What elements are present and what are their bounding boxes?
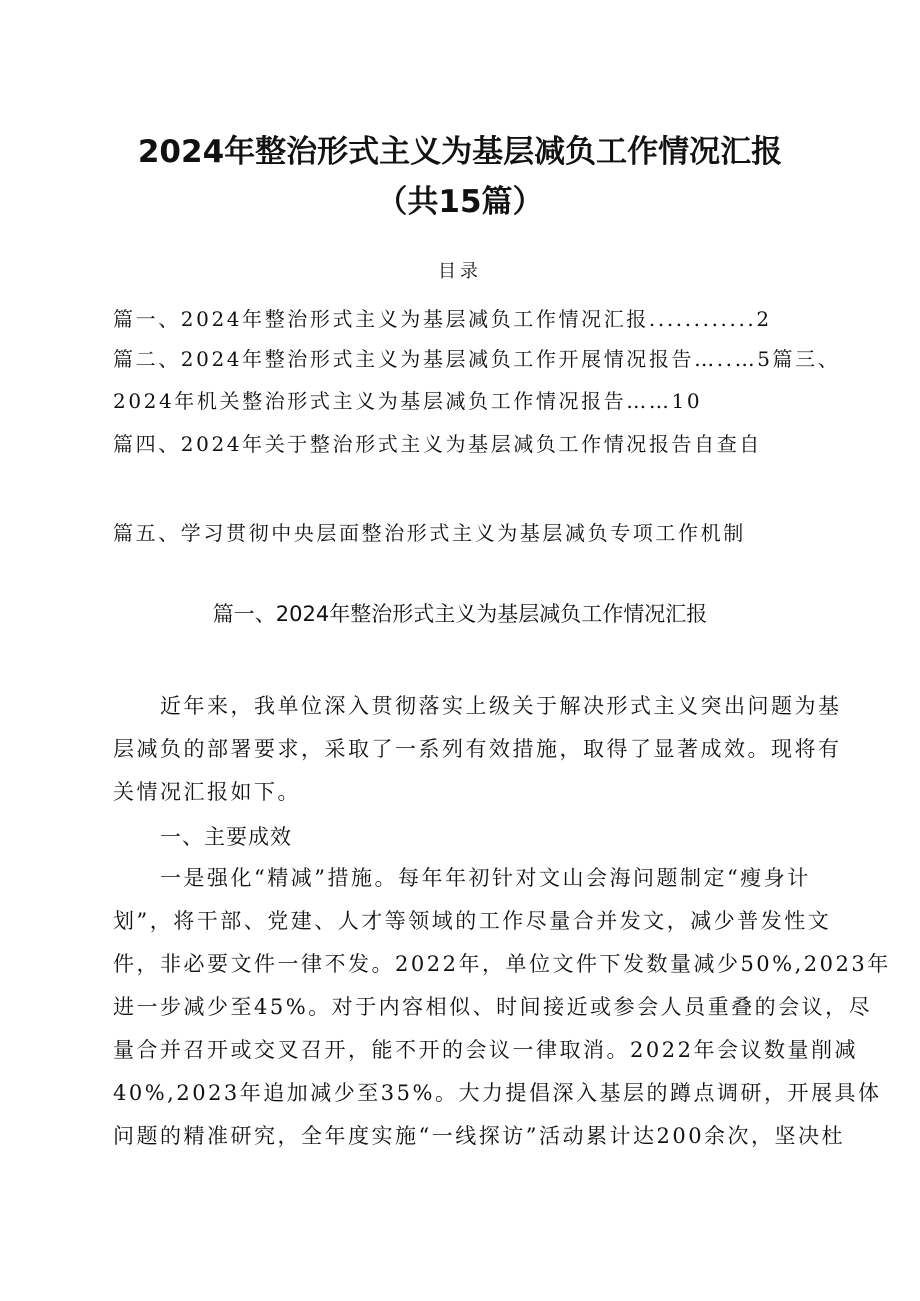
document-title: 2024年整治形式主义为基层减负工作情况汇报	[137, 134, 783, 170]
toc-entry[interactable]: 篇五、学习贯彻中央层面整治形式主义为基层减负专项工作机制	[113, 521, 746, 545]
document-subtitle: （共15篇）	[376, 184, 544, 220]
body-paragraph-line: 划”，将干部、党建、人才等领域的工作尽量合并发文，减少普发性文	[113, 909, 832, 933]
body-paragraph-line: 问题的精准研究，全年度实施“一线探访”活动累计达200余次，坚决杜	[113, 1124, 846, 1148]
toc-entry[interactable]: 篇四、2024年关于整治形式主义为基层减负工作情况报告自查自	[113, 432, 762, 456]
body-paragraph-line: 一是强化“精减”措施。每年年初针对文山会海问题制定“瘦身计	[160, 866, 811, 890]
toc-heading: 目录	[438, 261, 482, 282]
body-paragraph-line: 量合并召开或交叉召开，能不开的会议一律取消。2022年会议数量削减	[113, 1038, 858, 1062]
body-paragraph-line: 40%,2023年追加减少至35%。大力提倡深入基层的蹲点调研，开展具体	[113, 1081, 882, 1105]
body-paragraph-line: 件，非必要文件一律不发。2022年，单位文件下发数量减少50%,2023年	[113, 952, 891, 976]
section-heading: 一、主要成效	[160, 825, 292, 849]
intro-paragraph-line: 近年来，我单位深入贯彻落实上级关于解决形式主义突出问题为基	[160, 694, 842, 718]
toc-entry[interactable]: 篇二、2024年整治形式主义为基层减负工作开展情况报告…..…5篇三、	[113, 347, 841, 371]
section-title: 篇一、2024年整治形式主义为基层减负工作情况汇报	[212, 602, 708, 626]
toc-entry[interactable]: 篇一、2024年整治形式主义为基层减负工作情况汇报............2	[113, 307, 772, 331]
toc-entry[interactable]: 2024年机关整治形式主义为基层减负工作情况报告……10	[113, 389, 703, 413]
intro-paragraph-line: 层减负的部署要求，采取了一系列有效措施，取得了显著成效。现将有	[113, 737, 842, 761]
body-paragraph-line: 进一步减少至45%。对于内容相似、时间接近或参会人员重叠的会议，尽	[113, 995, 873, 1019]
intro-paragraph-line: 关情况汇报如下。	[113, 780, 301, 804]
